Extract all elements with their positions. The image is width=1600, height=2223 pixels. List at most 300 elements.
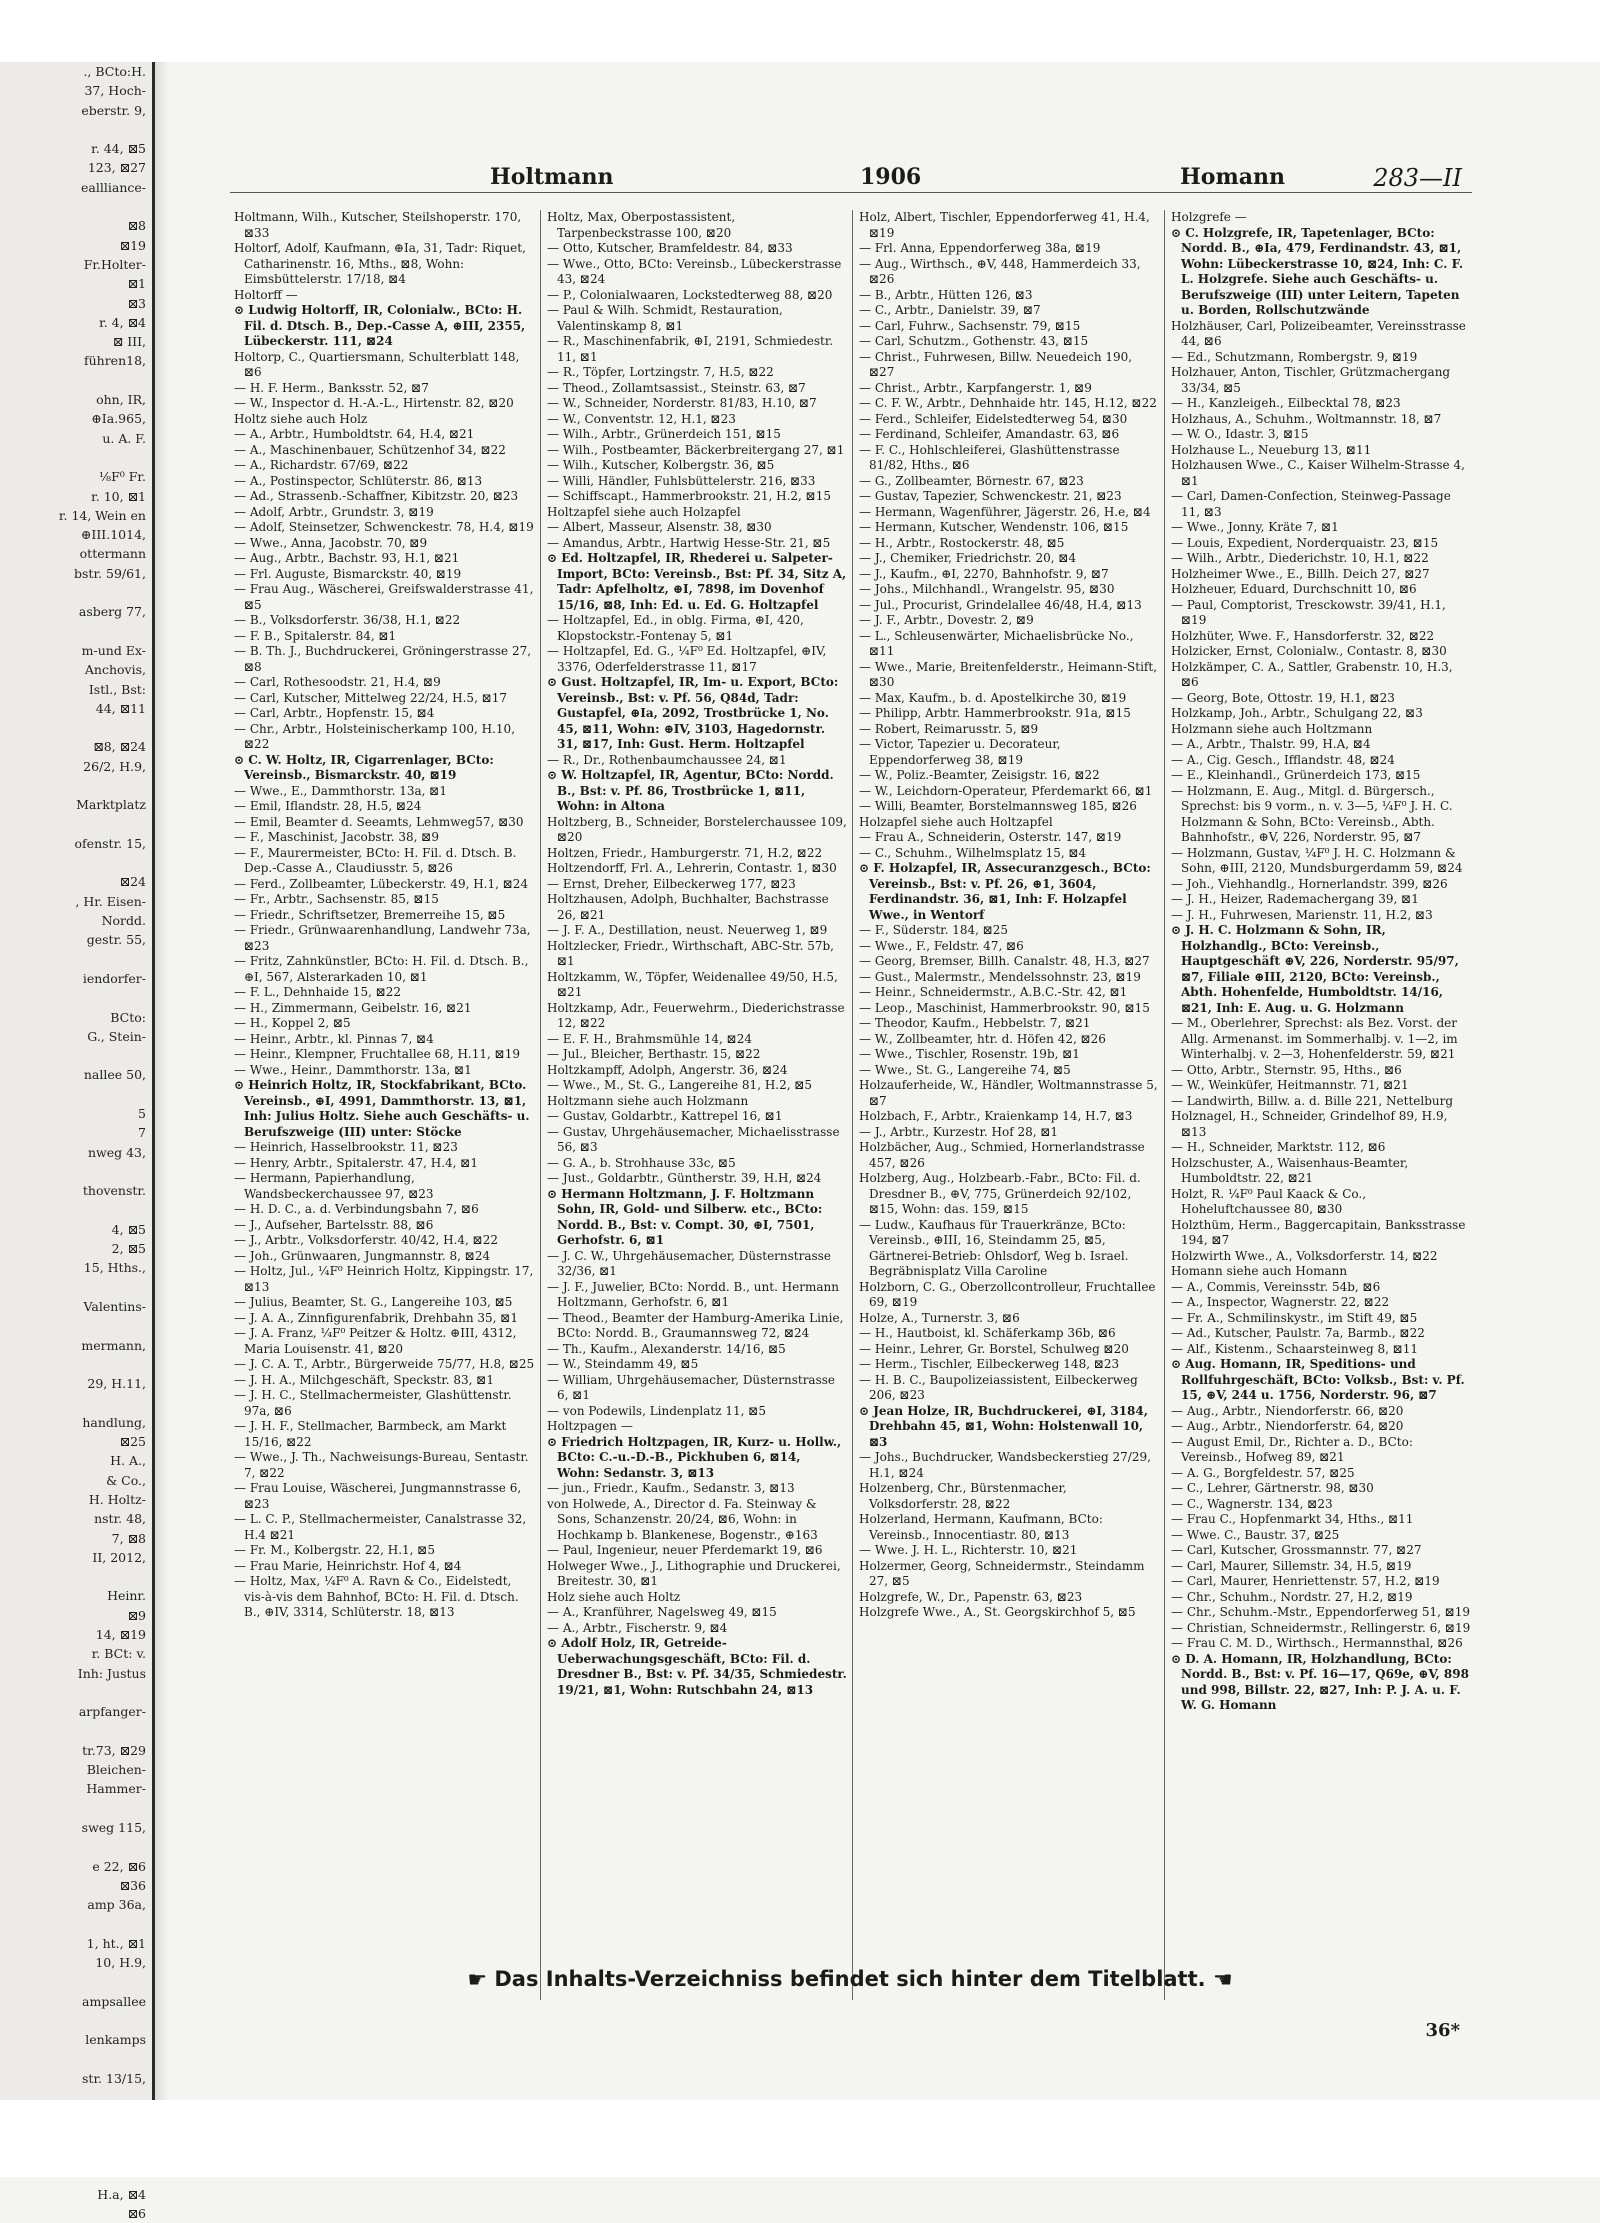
directory-entry: — W., Poliz.-Beamter, Zeisigstr. 16, ⊠22 [859, 768, 1100, 782]
strip-line: r. 10, ⊠1 [91, 488, 146, 504]
strip-line [0, 583, 152, 602]
strip-line: ⅛F⁰ Fr. [98, 469, 146, 485]
directory-entry: — Frau Louise, Wäscherei, Jungmannstrasse 6, ⊠23 [234, 1481, 522, 1511]
directory-entry: — Frau Aug., Wäscherei, Greifswalderstrasse 41, ⊠5 [234, 582, 534, 612]
strip-line [0, 1278, 152, 1297]
directory-entry: — Holtzapfel, Ed. G., ¼F⁰ Ed. Holtzapfel, ⊕IV, 3376, Oderfelderstrasse 11, ⊠17 [547, 644, 827, 674]
directory-entry: — Paul & Wilh. Schmidt, Restauration, Valentinskamp 8, ⊠1 [547, 303, 783, 333]
strip-line: Hammer- [86, 1781, 146, 1797]
directory-entry: — C., Wagnerstr. 134, ⊠23 [1171, 1496, 1333, 1511]
directory-entry: ⊙ Gust. Holtzapfel, IR, Im- u. Export, BCto: Vereinsb., Bst: v. Pf. 56, Q84d, Tadr: Gustapfel, ⊕Ia, 2092, Trostbrücke 1, No. 45, ⊠11, Wohn: ⊕IV, 3103, Hagedornstr. 31, ⊠17, Inh: Gust. Herm. Holtzapfel [547, 675, 839, 751]
directory-entry: Holzkamp, Joh., Arbtr., Schulgang 22, ⊠3 [1171, 706, 1423, 720]
directory-entry: — Wilh., Kutscher, Kolbergstr. 36, ⊠5 [547, 458, 775, 472]
directory-entry: ⊙ Ludwig Holtorff, IR, Colonialw., BCto: H. Fil. d. Dtsch. B., Dep.-Casse A, ⊕III, 2355, Lübeckerstr. 111, ⊠24 [234, 303, 526, 348]
directory-entry: — Wwe., Jonny, Kräte 7, ⊠1 [1171, 520, 1339, 534]
directory-entry: — Chr., Schuhm.-Mstr., Eppendorferweg 51, ⊠19 [1171, 1605, 1471, 1619]
strip-line: ⊠19 [119, 237, 146, 253]
directory-entry: — A., Arbtr., Fischerstr. 9, ⊠4 [547, 1620, 728, 1635]
directory-entry: — Gustav, Uhrgehäusemacher, Michaelisstrasse 56, ⊠3 [547, 1124, 840, 1154]
directory-entry: — Leop., Maschinist, Hammerbrookstr. 90, ⊠15 [859, 1000, 1150, 1015]
directory-entry: — H., Schneider, Marktstr. 112, ⊠6 [1171, 1140, 1386, 1154]
column-1 [228, 210, 540, 2000]
strip-line [0, 853, 152, 872]
strip-line: ottermann [79, 546, 146, 562]
strip-line [0, 1915, 152, 1934]
directory-entry: ⊙ W. Holtzapfel, IR, Agentur, BCto: Nordd. B., Bst: v. Pf. 86, Trostbrücke 1, ⊠11, Wohn: in Altona [547, 768, 834, 813]
directory-entry: Homann siehe auch Homann [1171, 1264, 1348, 1278]
directory-entry: — W. O., Idastr. 3, ⊠15 [1171, 427, 1309, 441]
directory-entry: — Holtz, Max, ¼F⁰ A. Ravn & Co., Eidelstedt, vis-à-vis dem Bahnhof, BCto: H. Fil. d. Dtsch. B., ⊕IV, 3314, Schlüterstr. 18, ⊠13 [234, 1574, 519, 1619]
directory-entry: — A., Arbtr., Thalstr. 99, H.A, ⊠4 [1171, 737, 1371, 751]
directory-entry: — Friedr., Grünwaarenhandlung, Landwehr 73a, ⊠23 [234, 923, 531, 953]
strip-line: 15, Hths., [83, 1260, 146, 1276]
directory-entry: — H. F. Herm., Banksstr. 52, ⊠7 [234, 380, 429, 395]
directory-entry: Holtmann, Wilh., Kutscher, Steilshoperstr. 170, ⊠33 [234, 210, 522, 240]
directory-entry: Holzthüm, Herm., Baggercapitain, Banksstrasse 194, ⊠7 [1171, 1217, 1466, 1247]
directory-page [180, 62, 1520, 2100]
directory-entry: — Wilh., Arbtr., Grünerdeich 151, ⊠15 [547, 427, 781, 441]
directory-entry: — Hermann, Wagenführer, Jägerstr. 26, H.e, ⊠4 [859, 504, 1151, 519]
strip-line [0, 1722, 152, 1741]
directory-entry: Holzkämper, C. A., Sattler, Grabenstr. 10, H.3, ⊠6 [1171, 659, 1453, 689]
directory-entry: — W., Inspector d. H.-A.-L., Hirtenstr. 82, ⊠20 [234, 396, 514, 410]
directory-entry: — Heinrich, Hasselbrookstr. 11, ⊠23 [234, 1140, 458, 1154]
directory-entry: — August Emil, Dr., Richter a. D., BCto: Vereinsb., Hofweg 89, ⊠21 [1171, 1434, 1413, 1464]
directory-entry: — Wwe. J. H. L., Richterstr. 10, ⊠21 [859, 1543, 1078, 1557]
directory-entry: — Frau C., Hopfenmarkt 34, Hths., ⊠11 [1171, 1512, 1414, 1526]
footer-notice [180, 1967, 1520, 1993]
pointing-hand-icon: ☛ [467, 1967, 488, 1993]
directory-entry: Holzgrefe Wwe., A., St. Georgskirchhof 5, ⊠5 [859, 1605, 1136, 1619]
directory-entry: — Carl, Kutscher, Mittelweg 22/24, H.5, ⊠17 [234, 690, 508, 705]
directory-entry: — J. H. A., Milchgeschäft, Speckstr. 83, ⊠1 [234, 1372, 494, 1387]
directory-entry: — J., Arbtr., Kurzestr. Hof 28, ⊠1 [859, 1124, 1059, 1139]
directory-entry: — Amandus, Arbtr., Hartwig Hesse-Str. 21, ⊠5 [547, 535, 831, 550]
directory-entry: — J. H. F., Stellmacher, Barmbeck, am Markt 15/16, ⊠22 [234, 1419, 507, 1449]
directory-entry: — Holzmann, E. Aug., Mitgl. d. Bürgersch., Sprechst: bis 9 vorm., n. v. 3—5, ¼F⁰ J. H. C. Holzmann & Sohn, BCto: Vereinsb., Abth. Bahnhofstr., ⊕V, 226, Norderstr. 95, ⊠7 [1171, 783, 1453, 844]
directory-entry: — Albert, Masseur, Alsenstr. 38, ⊠30 [547, 520, 772, 534]
strip-line: e 22, ⊠6 [92, 1858, 146, 1874]
directory-entry: — Wwe., Otto, BCto: Vereinsb., Lübeckerstrasse 43, ⊠24 [547, 256, 842, 286]
strip-line: ⊠36 [119, 1877, 146, 1893]
strip-line: Nordd. [101, 913, 146, 929]
directory-entry: — Paul, Ingenieur, neuer Pferdemarkt 19, ⊠6 [547, 1543, 823, 1557]
strip-line: iendorfer- [82, 970, 146, 986]
strip-line [0, 988, 152, 1007]
directory-entry: Holtorff — [234, 287, 298, 302]
strip-line: sweg 115, [81, 1820, 146, 1836]
strip-line: Bleichen- [86, 1762, 146, 1778]
directory-entry: — Frau Marie, Heinrichstr. Hof 4, ⊠4 [234, 1558, 462, 1573]
directory-entry: — J. A. A., Zinnfigurenfabrik, Drehbahn 35, ⊠1 [234, 1310, 518, 1325]
directory-entry: — Carl, Fuhrw., Sachsenstr. 79, ⊠15 [859, 318, 1081, 333]
strip-line [0, 1316, 152, 1335]
directory-entry: — Willi, Beamter, Borstelmannsweg 185, ⊠26 [859, 799, 1137, 813]
strip-line: lenkamps [85, 2032, 146, 2048]
strip-line: II, 2012, [92, 1549, 146, 1565]
directory-entry: ⊙ Aug. Homann, IR, Speditions- und Rollfuhrgeschäft, BCto: Volksb., Bst: v. Pf. 15, ⊕V, 244 u. 1756, Norderstr. 96, ⊠7 [1171, 1357, 1465, 1402]
strip-line: ⊠6 [127, 2205, 146, 2221]
directory-entry: Holzauferheide, W., Händler, Woltmannstrasse 5, ⊠7 [859, 1078, 1158, 1108]
strip-line: führen18, [83, 353, 146, 369]
strip-line: r. 44, ⊠5 [91, 141, 146, 157]
directory-entry: — Wwe., Anna, Jacobstr. 70, ⊠9 [234, 535, 428, 550]
strip-line: ampsallee [82, 1993, 146, 2009]
directory-entry: Holzgrefe, W., Dr., Papenstr. 63, ⊠23 [859, 1589, 1083, 1604]
directory-entry: — Aug., Arbtr., Bachstr. 93, H.1, ⊠21 [234, 551, 460, 565]
directory-entry: — Wwe., M., St. G., Langereihe 81, H.2, ⊠5 [547, 1078, 813, 1092]
directory-entry: Holzberg, Aug., Holzbearb.-Fabr., BCto: Fil. d. Dresdner B., ⊕V, 775, Grünerdeich 92/102, ⊠15, Wohn: das. 159, ⊠15 [859, 1171, 1141, 1216]
directory-entry: Holtzkamm, W., Töpfer, Weidenallee 49/50, H.5, ⊠21 [547, 969, 838, 999]
directory-entry: — Ferdinand, Schleifer, Amandastr. 63, ⊠6 [859, 427, 1120, 441]
strip-line [0, 1085, 152, 1104]
strip-line: ⊠24 [119, 874, 146, 890]
strip-line: ⊠1 [127, 276, 146, 292]
directory-entry: — R., Dr., Rothenbaumchaussee 24, ⊠1 [547, 752, 787, 767]
directory-entry: Holweger Wwe., J., Lithographie und Druckerei, Breitestr. 30, ⊠1 [547, 1558, 841, 1588]
directory-entry: — L., Schleusenwärter, Michaelisbrücke No., ⊠11 [859, 628, 1134, 658]
strip-line: H.a, ⊠4 [97, 2186, 146, 2202]
directory-entry: Holze, A., Turnerstr. 3, ⊠6 [859, 1310, 1020, 1325]
directory-entry: — W., Schneider, Norderstr. 81/83, H.10, ⊠7 [547, 396, 817, 410]
directory-entry: — Just., Goldarbtr., Güntherstr. 39, H.H, ⊠24 [547, 1171, 822, 1185]
directory-entry: — M., Oberlehrer, Sprechst: als Bez. Vorst. der Allg. Armenanst. im Sommerhalbj. v. 1—2, im Winterhalbj. v. 2—3, Hohenfelderstr. 59, ⊠21 [1171, 1016, 1458, 1061]
directory-entry: — Wwe., F., Feldstr. 47, ⊠6 [859, 938, 1024, 953]
directory-entry: — Heinr., Klempner, Fruchtallee 68, H.11, ⊠19 [234, 1047, 520, 1061]
strip-line: m-und Ex- [81, 642, 146, 658]
strip-line [0, 1683, 152, 1702]
directory-entry: — B., Volksdorferstr. 36/38, H.1, ⊠22 [234, 613, 461, 627]
directory-entry: — J., Aufseher, Bartelsstr. 88, ⊠6 [234, 1217, 434, 1232]
directory-entry: — H. D. C., a. d. Verbindungsbahn 7, ⊠6 [234, 1202, 479, 1216]
directory-entry: — Theodor, Kaufm., Hebbelstr. 7, ⊠21 [859, 1016, 1091, 1030]
entry-columns [228, 210, 1478, 2000]
directory-entry: — J. H., Fuhrwesen, Marienstr. 11, H.2, ⊠3 [1171, 907, 1433, 922]
directory-entry: — W., Weinküfer, Heitmannstr. 71, ⊠21 [1171, 1078, 1409, 1092]
directory-entry: — Ad., Kutscher, Paulstr. 7a, Barmb., ⊠22 [1171, 1326, 1425, 1340]
directory-entry: — Heinr., Arbtr., kl. Pinnas 7, ⊠4 [234, 1031, 434, 1046]
strip-line [0, 815, 152, 834]
strip-line: thovenstr. [82, 1183, 146, 1199]
directory-entry: — J. A. Franz, ¼F⁰ Peitzer & Holtz. ⊕III, 4312, Maria Louisenstr. 41, ⊠20 [234, 1326, 517, 1356]
strip-line [0, 197, 152, 216]
directory-entry: Holzwirth Wwe., A., Volksdorferstr. 14, ⊠22 [1171, 1248, 1438, 1263]
directory-entry: — Fr., Arbtr., Sachsenstr. 85, ⊠15 [234, 892, 439, 906]
footer-notice-text: Das Inhalts-Verzeichniss befindet sich hinter dem Titelblatt. [494, 1967, 1206, 1991]
strip-line: Heinr. [107, 1588, 146, 1604]
directory-entry: — Louis, Expedient, Norderquaistr. 23, ⊠15 [1171, 535, 1439, 550]
directory-entry: — J., Chemiker, Friedrichstr. 20, ⊠4 [859, 551, 1077, 565]
directory-entry: — Aug., Arbtr., Niendorferstr. 64, ⊠20 [1171, 1419, 1404, 1433]
strip-line [0, 1201, 152, 1220]
directory-entry: — F., Maschinist, Jacobstr. 38, ⊠9 [234, 830, 439, 844]
directory-entry: Holtzkamp, Adr., Feuerwehrm., Diederichstrasse 12, ⊠22 [547, 1000, 845, 1030]
directory-entry: — R., Maschinenfabrik, ⊕I, 2191, Schmiedestr. 11, ⊠1 [547, 334, 834, 364]
directory-entry: — Th., Kaufm., Alexanderstr. 14/16, ⊠5 [547, 1341, 786, 1356]
directory-entry: ⊙ Ed. Holtzapfel, IR, Rhederei u. Salpeter-Import, BCto: Vereinsb., Bst: Pf. 34, Sitz A, Tadr: Apfelholtz, ⊕I, 7898, im Dovenhof 15/16, ⊠8, Inh: Ed. u. Ed. G. Holtzapfel [547, 551, 847, 612]
directory-entry: ⊙ Hermann Holtzmann, J. F. Holtzmann Sohn, IR, Gold- und Silberw. etc., BCto: Nordd. B., Bst: v. Compt. 30, ⊕I, 7501, Gerhofstr. 6, ⊠1 [547, 1186, 823, 1247]
column-2 [540, 210, 852, 2000]
strip-line: r. BCt: v. [91, 1646, 146, 1662]
directory-entry: Holtzen, Friedr., Hamburgerstr. 71, H.2, ⊠22 [547, 845, 823, 860]
strip-line [0, 120, 152, 139]
directory-entry: — J. F., Arbtr., Dovestr. 2, ⊠9 [859, 613, 1034, 627]
strip-line [0, 1355, 152, 1374]
strip-line: 37, Hoch- [84, 83, 146, 99]
directory-entry: Holzhause L., Neueburg 13, ⊠11 [1171, 442, 1372, 457]
directory-entry: ⊙ Heinrich Holtz, IR, Stockfabrikant, BCto. Vereinsb., ⊕I, 4991, Dammthorstr. 13, ⊠1, Inh: Julius Holtz. Siehe auch Geschäfts- u. Berufszweige (III) unter: Stöcke [234, 1078, 530, 1139]
directory-entry: ⊙ D. A. Homann, IR, Holzhandlung, BCto: Nordd. B., Bst: v. Pf. 16—17, Q69e, ⊕V, 898 und 998, Billstr. 22, ⊠27, Inh: P. J. A. u. F. W. G. Homann [1171, 1651, 1469, 1712]
directory-entry: — Emil, Iflandstr. 28, H.5, ⊠24 [234, 799, 422, 813]
directory-entry: — Christ., Arbtr., Karpfangerstr. 1, ⊠9 [859, 380, 1092, 395]
strip-line: 5 [138, 1106, 146, 1122]
strip-line [0, 622, 152, 641]
pointing-hand-icon: ☚ [1212, 1967, 1233, 1993]
directory-entry: — Victor, Tapezier u. Decorateur, Eppendorferweg 38, ⊠19 [859, 737, 1061, 767]
strip-line [0, 1046, 152, 1065]
directory-entry: Holtzmann siehe auch Holzmann [547, 1093, 749, 1108]
directory-entry: — J. F., Juwelier, BCto: Nordd. B., unt. Hermann Holtzmann, Gerhofstr. 6, ⊠1 [547, 1279, 840, 1309]
directory-entry: Holtz siehe auch Holz [234, 411, 368, 426]
directory-entry: — Ferd., Schleifer, Eidelstedterweg 54, ⊠30 [859, 411, 1128, 426]
directory-entry: — Ernst, Dreher, Eilbeckerweg 177, ⊠23 [547, 876, 796, 891]
directory-entry: — A., Inspector, Wagnerstr. 22, ⊠22 [1171, 1295, 1390, 1309]
strip-line: ., BCto:H. [83, 64, 146, 79]
strip-line: nstr. 48, [94, 1511, 146, 1527]
directory-entry: Holzt, R. ¼F⁰ Paul Kaack & Co., Hoheluftchaussee 80, ⊠30 [1171, 1186, 1367, 1216]
directory-entry: — H., Hautboist, kl. Schäferkamp 36b, ⊠6 [859, 1326, 1116, 1340]
strip-line [0, 1162, 152, 1181]
directory-entry: Holzhausen Wwe., C., Kaiser Wilhelm-Strasse 4, ⊠1 [1171, 458, 1465, 488]
adjacent-page-strip [0, 62, 155, 2221]
strip-line: Inh: Justus [77, 1665, 146, 1681]
directory-entry: — B. Th. J., Buchdruckerei, Gröningerstrasse 27, ⊠8 [234, 644, 532, 674]
strip-line: BCto: [110, 1009, 146, 1025]
strip-line: 44, ⊠11 [95, 700, 146, 716]
scan-margin-bottom [0, 2100, 1600, 2177]
directory-entry: Holzschuster, A., Waisenhaus-Beamter, Humboldtstr. 22, ⊠21 [1171, 1155, 1409, 1185]
directory-entry: — C., Arbtr., Danielstr. 39, ⊠7 [859, 303, 1041, 317]
directory-entry: — jun., Friedr., Kaufm., Sedanstr. 3, ⊠13 [547, 1481, 795, 1495]
directory-entry: — F., Süderstr. 184, ⊠25 [859, 923, 1009, 937]
strip-line: handlung, [82, 1414, 146, 1430]
directory-entry: Holtorf, Adolf, Kaufmann, ⊕Ia, 31, Tadr: Riquet, Catharinenstr. 16, Mths., ⊠8, Wohn: Eimsbüttelerstr. 17/18, ⊠4 [234, 241, 526, 286]
strip-line [0, 1393, 152, 1412]
directory-entry: Holzerland, Hermann, Kaufmann, BCto: Vereinsb., Innocentiastr. 80, ⊠13 [859, 1512, 1103, 1542]
strip-line: ⊠8, ⊠24 [93, 739, 146, 755]
directory-entry: Holzbächer, Aug., Schmied, Hornerlandstrasse 457, ⊠26 [859, 1140, 1145, 1170]
strip-line: 2, ⊠5 [111, 1241, 146, 1257]
directory-entry: Holzhaus, A., Schuhm., Woltmannstr. 18, ⊠7 [1171, 411, 1442, 426]
strip-line [0, 2011, 152, 2030]
directory-entry: — W., Zollbeamter, htr. d. Höfen 42, ⊠26 [859, 1031, 1106, 1046]
directory-entry: — A., Commis, Vereinsstr. 54b, ⊠6 [1171, 1279, 1381, 1294]
directory-entry: — Theod., Zollamtsassist., Steinstr. 63, ⊠7 [547, 380, 806, 395]
directory-entry: — Carl, Maurer, Sillemstr. 34, H.5, ⊠19 [1171, 1558, 1412, 1573]
strip-line: 1, ht., ⊠1 [86, 1935, 146, 1951]
directory-entry: — J., Kaufm., ⊕I, 2270, Bahnhofstr. 9, ⊠7 [859, 566, 1109, 581]
directory-entry: — W., Conventstr. 12, H.1, ⊠23 [547, 411, 736, 426]
directory-entry: — H., Arbtr., Rostockerstr. 48, ⊠5 [859, 535, 1065, 550]
directory-entry: — Chr., Arbtr., Holsteinischerkamp 100, H.10, ⊠22 [234, 721, 516, 751]
directory-entry: — Wwe., Tischler, Rosenstr. 19b, ⊠1 [859, 1047, 1080, 1061]
directory-entry: — Landwirth, Billw. a. d. Bille 221, Nettelburg [1171, 1093, 1454, 1108]
directory-entry: — Max, Kaufm., b. d. Apostelkirche 30, ⊠19 [859, 690, 1127, 705]
directory-entry: — Johs., Milchhandl., Wrangelstr. 95, ⊠30 [859, 582, 1115, 596]
directory-entry: — Chr., Schuhm., Nordstr. 27, H.2, ⊠19 [1171, 1589, 1413, 1604]
directory-entry: — R., Töpfer, Lortzingstr. 7, H.5, ⊠22 [547, 365, 774, 379]
directory-entry: — Wwe., Heinr., Dammthorstr. 13a, ⊠1 [234, 1062, 472, 1077]
directory-entry: — Emil, Beamter d. Seeamts, Lehmweg57, ⊠30 [234, 814, 524, 829]
directory-entry: — Gustav, Goldarbtr., Kattrepel 16, ⊠1 [547, 1109, 783, 1123]
directory-entry: Holzheimer Wwe., E., Billh. Deich 27, ⊠27 [1171, 566, 1430, 581]
directory-entry: — Frau C. M. D., Wirthsch., Hermannsthal, ⊠26 [1171, 1636, 1463, 1650]
directory-entry: Holtzendorff, Frl. A., Lehrerin, Contastr. 1, ⊠30 [547, 861, 837, 875]
directory-entry: — Johs., Buchdrucker, Wandsbeckerstieg 27/29, H.1, ⊠24 [859, 1450, 1151, 1480]
directory-entry: Holzhäuser, Carl, Polizeibeamter, Vereinsstrasse 44, ⊠6 [1171, 318, 1466, 348]
directory-entry: Holzmann siehe auch Holtzmann [1171, 721, 1373, 736]
directory-entry: — A., Kranführer, Nagelsweg 49, ⊠15 [547, 1605, 777, 1619]
directory-entry: — A., Arbtr., Humboldtstr. 64, H.4, ⊠21 [234, 427, 475, 441]
directory-entry: ⊙ J. H. C. Holzmann & Sohn, IR, Holzhandlg., BCto: Vereinsb., Hauptgeschäft ⊕V, 226, Norderstr. 95/97, ⊠7, Filiale ⊕III, 2120, BCto: Vereinsb., Abth. Hohenfelde, Humboldtstr. 14/16, ⊠21, Inh: E. Aug. u. G. Holzmann [1171, 923, 1459, 1015]
directory-entry: Holznagel, H., Schneider, Grindelhof 89, H.9, ⊠13 [1171, 1109, 1448, 1139]
header-year: 1906 [860, 164, 922, 190]
directory-entry: — Ad., Strassenb.-Schaffner, Kibitzstr. 20, ⊠23 [234, 489, 519, 503]
strip-line: nweg 43, [87, 1144, 146, 1160]
directory-entry: Holtzlecker, Friedr., Wirthschaft, ABC-Str. 57b, ⊠1 [547, 938, 834, 968]
scan-margin-top [0, 0, 1600, 62]
directory-entry: — Fr. A., Schmilinskystr., im Stift 49, ⊠5 [1171, 1310, 1418, 1325]
directory-entry: Holz, Albert, Tischler, Eppendorferweg 41, H.4, ⊠19 [859, 210, 1150, 240]
strip-line: Valentins- [83, 1299, 146, 1314]
directory-entry: — Jul., Bleicher, Berthastr. 15, ⊠22 [547, 1047, 761, 1061]
directory-entry: — Julius, Beamter, St. G., Langereihe 103, ⊠5 [234, 1295, 513, 1309]
directory-entry: — C., Lehrer, Gärtnerstr. 98, ⊠30 [1171, 1481, 1374, 1495]
directory-entry: — Otto, Arbtr., Sternstr. 95, Hths., ⊠6 [1171, 1062, 1402, 1077]
directory-entry: Holzbach, F., Arbtr., Kraienkamp 14, H.7, ⊠3 [859, 1109, 1133, 1123]
directory-entry: — Wilh., Postbeamter, Bäckerbreitergang 27, ⊠1 [547, 442, 845, 457]
directory-entry: — Wwe., J. Th., Nachweisungs-Bureau, Sentastr. 7, ⊠22 [234, 1450, 529, 1480]
directory-entry: — F. B., Spitalerstr. 84, ⊠1 [234, 628, 397, 643]
directory-entry: — Frl. Anna, Eppendorferweg 38a, ⊠19 [859, 241, 1101, 255]
strip-line: 7, ⊠8 [111, 1530, 146, 1546]
strip-line: ⊠9 [127, 1607, 146, 1623]
directory-entry: — Fritz, Zahnkünstler, BCto: H. Fil. d. Dtsch. B., ⊕I, 567, Alsterarkaden 10, ⊠1 [234, 954, 529, 984]
directory-entry: Holzapfel siehe auch Holtzapfel [859, 814, 1053, 829]
directory-entry: — Holtz, Jul., ¼F⁰ Heinrich Holtz, Kippingstr. 17, ⊠13 [234, 1264, 534, 1294]
directory-entry: ⊙ C. W. Holtz, IR, Cigarrenlager, BCto: Vereinsb., Bismarckstr. 40, ⊠19 [234, 752, 494, 782]
strip-line: ⊕III.1014, [80, 527, 146, 543]
directory-entry: — B., Arbtr., Hütten 126, ⊠3 [859, 287, 1033, 302]
directory-entry: — Ed., Schutzmann, Rombergstr. 9, ⊠19 [1171, 349, 1418, 364]
directory-entry: — Joh., Viehhandlg., Hornerlandstr. 399, ⊠26 [1171, 876, 1448, 891]
directory-entry: von Holwede, A., Director d. Fa. Steinway & Sons, Schanzenstr. 20/24, ⊠6, Wohn: in Hochkamp b. Blankenese, Bogenstr., ⊕163 [547, 1496, 818, 1542]
directory-entry: — Wwe. C., Baustr. 37, ⊠25 [1171, 1527, 1340, 1542]
strip-line: G., Stein- [87, 1028, 146, 1044]
directory-entry: — H. B. C., Baupolizeiassistent, Eilbeckerweg 206, ⊠23 [859, 1372, 1138, 1402]
directory-entry: — Heinr., Schneidermstr., A.B.C.-Str. 42, ⊠1 [859, 985, 1128, 999]
directory-entry: — Ludw., Kaufhaus für Trauerkränze, BCto: Vereinsb., ⊕III, 16, Steindamm 25, ⊠5, Gärtnerei-Betrieb: Ohlsdorf, Weg b. Israel. Begräbnisplatz Villa Caroline [859, 1217, 1129, 1278]
strip-line [0, 1837, 152, 1856]
directory-entry: — Friedr., Schriftsetzer, Bremerreihe 15, ⊠5 [234, 907, 506, 922]
directory-entry: — Holzmann, Gustav, ¼F⁰ J. H. C. Holzmann & Sohn, ⊕III, 2120, Mundsburgerdamm 59, ⊠24 [1171, 845, 1463, 875]
directory-entry: — Christian, Schneidermstr., Rellingerstr. 6, ⊠19 [1171, 1620, 1471, 1635]
directory-entry: Holzborn, C. G., Oberzollcontrolleur, Fruchtallee 69, ⊠19 [859, 1279, 1156, 1309]
strip-line: r. 4, ⊠4 [99, 314, 146, 330]
column-3 [852, 210, 1164, 2000]
directory-entry: — von Podewils, Lindenplatz 11, ⊠5 [547, 1403, 766, 1418]
strip-line: H. A., [110, 1453, 146, 1469]
strip-line: u. A. F. [102, 430, 146, 446]
directory-entry: — Adolf, Arbtr., Grundstr. 3, ⊠19 [234, 504, 434, 519]
directory-entry: — Georg, Bote, Ottostr. 19, H.1, ⊠23 [1171, 690, 1395, 705]
directory-entry: — Hermann, Kutscher, Wendenstr. 106, ⊠15 [859, 520, 1129, 534]
directory-entry: — Carl, Arbtr., Hopfenstr. 15, ⊠4 [234, 706, 435, 720]
strip-line: 14, ⊠19 [95, 1627, 146, 1643]
directory-entry: — J. C. W., Uhrgehäusemacher, Düsternstrasse 32/36, ⊠1 [547, 1248, 831, 1278]
directory-entry: Holtzapfel siehe auch Holzapfel [547, 504, 741, 519]
directory-entry: Holz siehe auch Holtz [547, 1589, 681, 1604]
book-gutter [155, 62, 169, 2100]
strip-line: , Hr. Eisen- [75, 893, 146, 909]
directory-entry: ⊙ F. Holzapfel, IR, Assecuranzgesch., BCto: Vereinsb., Bst: v. Pf. 26, ⊕1, 3604, Ferdinandstr. 36, ⊠1, Inh: F. Holzapfel Wwe., in Wentorf [859, 861, 1151, 922]
directory-entry: — J. H. C., Stellmachermeister, Glashüttenstr. 97a, ⊠6 [234, 1388, 512, 1418]
directory-entry: — Herm., Tischler, Eilbeckerweg 148, ⊠23 [859, 1357, 1120, 1371]
strip-line [0, 776, 152, 795]
directory-entry: — Schiffscapt., Hammerbrookstr. 21, H.2, ⊠15 [547, 489, 831, 503]
directory-entry: Holtz, Max, Oberpostassistent, Tarpenbeckstrasse 100, ⊠20 [547, 210, 736, 240]
directory-entry: — A., Postinspector, Schlüterstr. 86, ⊠13 [234, 473, 483, 488]
directory-entry: — Theod., Beamter der Hamburg-Amerika Linie, BCto: Nordd. B., Graumannsweg 72, ⊠24 [547, 1310, 844, 1340]
header-last-entry: Homann [1180, 164, 1285, 190]
directory-entry: — Wwe., St. G., Langereihe 74, ⊠5 [859, 1062, 1071, 1077]
directory-entry: Holzhauer, Anton, Tischler, Grützmachergang 33/34, ⊠5 [1171, 365, 1451, 395]
strip-line [0, 448, 152, 467]
directory-entry: — F., Maurermeister, BCto: H. Fil. d. Dtsch. B. Dep.-Casse A., Claudiusstr. 5, ⊠26 [234, 845, 517, 875]
strip-line [0, 371, 152, 390]
directory-entry: — Alf., Kistenm., Schaarsteinweg 8, ⊠11 [1171, 1341, 1419, 1356]
strip-line: eallliance- [81, 179, 146, 195]
directory-entry: Holtzhausen, Adolph, Buchhalter, Bachstrasse 26, ⊠21 [547, 892, 829, 922]
directory-entry: ⊙ Jean Holze, IR, Buchdruckerei, ⊕I, 3184, Drehbahn 45, ⊠1, Wohn: Holstenwall 10, ⊠3 [859, 1403, 1148, 1449]
strip-line [0, 718, 152, 737]
strip-line [0, 1567, 152, 1586]
strip-line: ohn, IR, [96, 392, 146, 408]
directory-entry: ⊙ Adolf Holz, IR, Getreide-Ueberwachungsgeschäft, BCto: Fil. d. Dresdner B., Bst: v. Pf. 34/35, Schmiedestr. 19/21, ⊠1, Wohn: Rutschbahn 24, ⊠13 [547, 1636, 847, 1697]
directory-entry: — A., Maschinenbauer, Schützenhof 34, ⊠22 [234, 442, 506, 457]
directory-entry: — Willi, Händler, Fuhlsbüttelerstr. 216, ⊠33 [547, 473, 816, 488]
strip-line: ⊠8 [127, 218, 146, 234]
strip-line [0, 1799, 152, 1818]
directory-entry: — W., Steindamm 49, ⊠5 [547, 1357, 699, 1371]
directory-entry: Holzermer, Georg, Schneidermstr., Steindamm 27, ⊠5 [859, 1558, 1145, 1588]
strip-line: asberg 77, [78, 604, 146, 620]
strip-line: mermann, [81, 1337, 146, 1353]
directory-entry: — C., Schuhm., Wilhelmsplatz 15, ⊠4 [859, 845, 1087, 860]
directory-entry: Holzhüter, Wwe. F., Hansdorferstr. 32, ⊠22 [1171, 628, 1435, 643]
strip-line: Marktplatz [76, 797, 146, 813]
directory-entry: — J. C. A. T., Arbtr., Bürgerweide 75/77, H.8, ⊠25 [234, 1357, 535, 1371]
directory-entry: — Aug., Arbtr., Niendorferstr. 66, ⊠20 [1171, 1403, 1404, 1418]
directory-entry: — H., Koppel 2, ⊠5 [234, 1016, 351, 1030]
page-number: 283—II [1373, 164, 1462, 192]
directory-entry: — Holtzapfel, Ed., in oblg. Firma, ⊕I, 420, Klopstockstr.-Fontenay 5, ⊠1 [547, 613, 804, 643]
strip-line: ofenstr. 15, [74, 835, 146, 851]
directory-entry: Holzgrefe — [1171, 210, 1247, 224]
directory-entry: — G., Zollbeamter, Börnestr. 67, ⊠23 [859, 473, 1084, 488]
strip-line: r. 14, Wein en [58, 507, 146, 523]
directory-entry: — Wilh., Arbtr., Diederichstr. 10, H.1, ⊠22 [1171, 551, 1429, 565]
